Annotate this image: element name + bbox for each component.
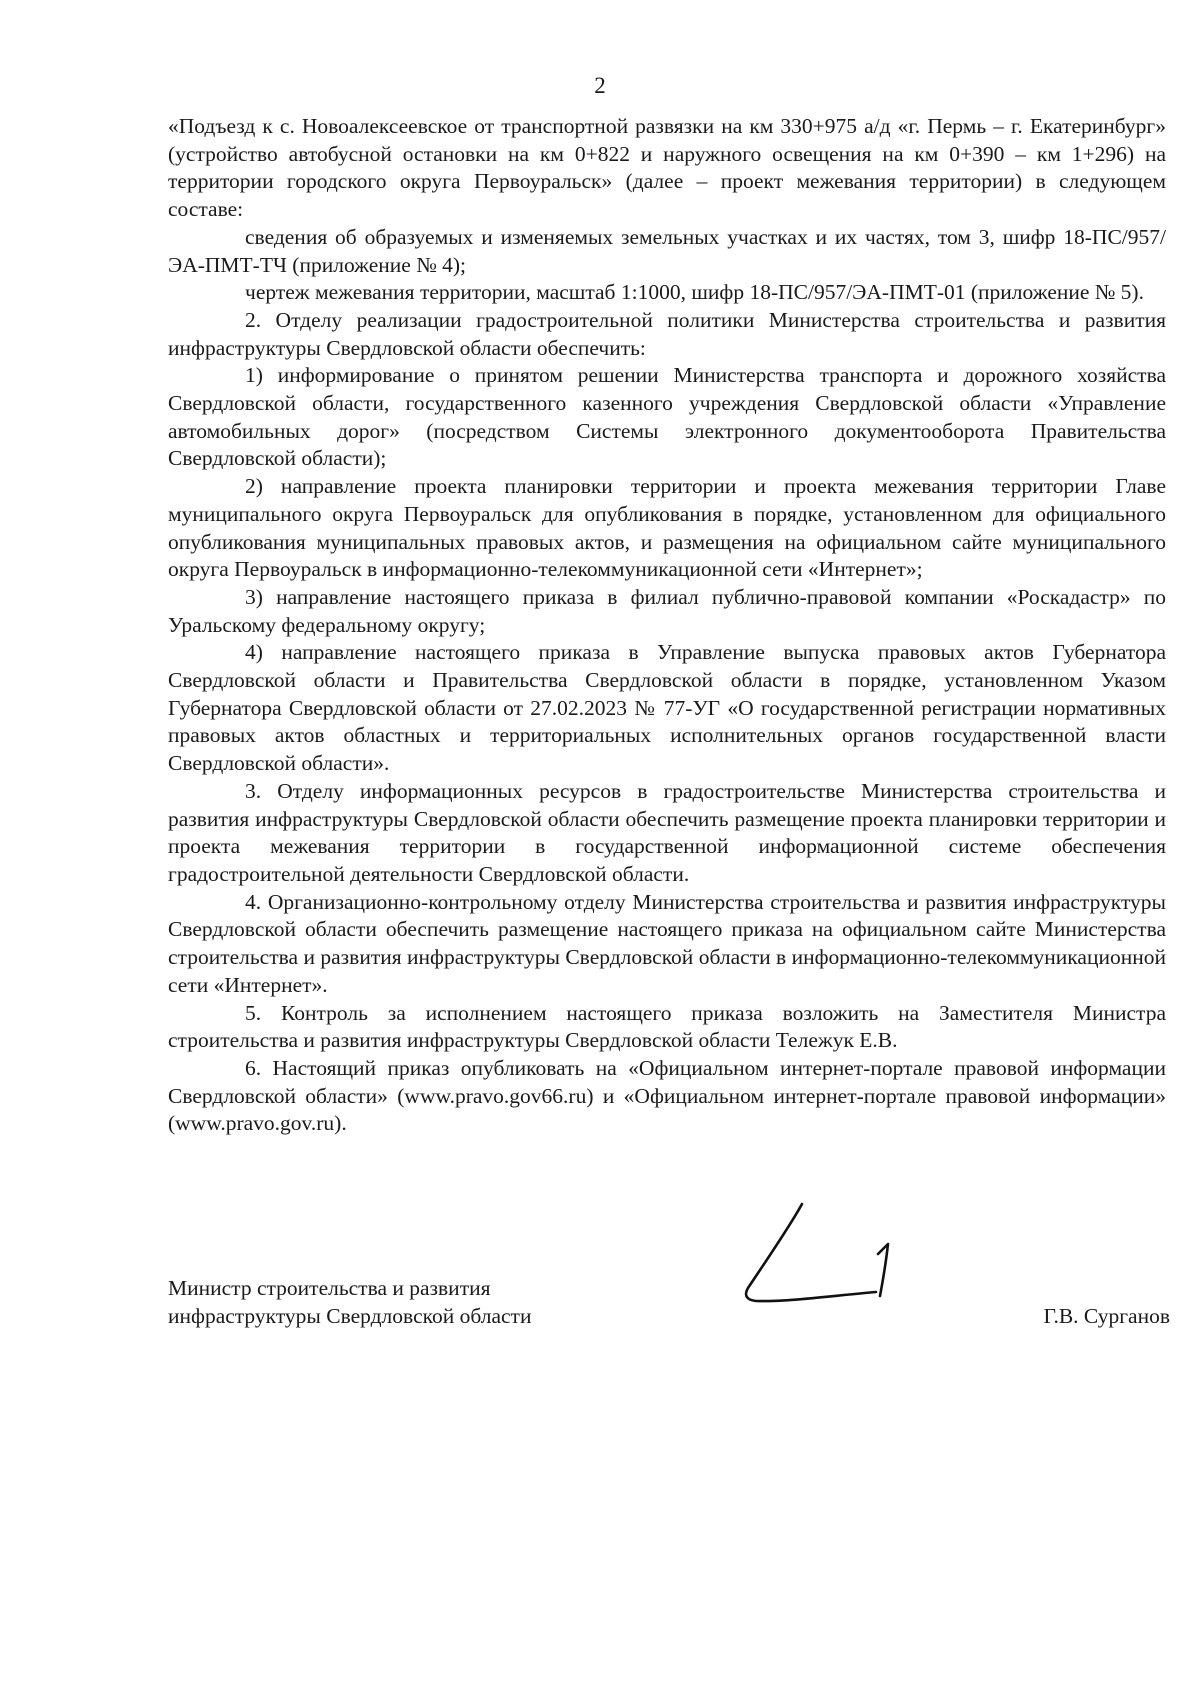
paragraph-appendix-5: чертеж межевания территории, масштаб 1:1000, шифр 18-ПС/957/ЭА-ПМТ-01 (приложение № 5). xyxy=(245,280,1144,305)
document-body xyxy=(168,113,1166,1138)
signature-block xyxy=(168,1274,1168,1334)
paragraph-item-6: 6. Настоящий приказ опубликовать на «Официальном интернет-портале правовой информации Свердловской области» (www.pravo.gov66.ru) и «Официальном интернет-портале правовой информации» (www.pravo.gov.ru). xyxy=(168,1055,1166,1136)
page-number: 2 xyxy=(594,73,606,98)
paragraph-appendix-4: сведения об образуемых и изменяемых земельных участках и их частях, том 3, шифр 18-ПС/957/ЭА-ПМТ-ТЧ (приложение № 4); xyxy=(168,224,1166,277)
paragraph-item-2: 2. Отделу реализации градостроительной политики Министерства строительства и развития инфраструктуры Свердловской области обеспечить: xyxy=(168,307,1166,360)
paragraph-continuation: «Подъезд к с. Новоалексеевское от транспортной развязки на км 330+975 а/д «г. Пермь – г. Екатеринбург» (устройство автобусной остановки на км 0+822 и наружного освещения на км 0+390 – км 1+296) на территории городского округа Первоуральск» (далее – проект межевания территории) в следующем составе: xyxy=(168,114,1166,222)
paragraph-item-2-2: 2) направление проекта планировки территории и проекта межевания территории Главе муниципального округа Первоуральск для опубликования в порядке, установленном для официального опубликования муниципальных правовых актов, и размещения на официальном сайте муниципального округа Первоуральск в информационно-телекоммуникационной сети «Интернет»; xyxy=(168,474,1166,582)
paragraph-item-4: 4. Организационно-контрольному отделу Министерства строительства и развития инфраструктуры Свердловской области обеспечить размещение настоящего приказа на официальном сайте Министерства строительства и развития инфраструктуры Свердловской области в информационно-телекоммуникационной сети «Интернет». xyxy=(168,889,1166,997)
paragraph-item-2-4: 4) направление настоящего приказа в Управление выпуска правовых актов Губернатора Свердловской области и Правительства Свердловской области в порядке, установленном Указом Губернатора Свердловской области от 27.02.2023 № 77-УГ «О государственной регистрации нормативных правовых актов областных и территориальных исполнительных органов государственной власти Свердловской области». xyxy=(168,640,1166,776)
paragraph-item-3: 3. Отделу информационных ресурсов в градостроительстве Министерства строительства и развития инфраструктуры Свердловской области обеспечить размещение проекта планировки территории и проекта межевания территории в государственной информационной системе обеспечения градостроительной деятельности Свердловской области. xyxy=(168,778,1166,886)
paragraph-item-2-3: 3) направление настоящего приказа в филиал публично-правовой компании «Роскадастр» по Уральскому федеральному округу; xyxy=(168,584,1166,637)
signer-position-line-1: Министр строительства и развития xyxy=(168,1276,491,1300)
signer-position xyxy=(168,1274,531,1330)
signer-name: Г.В. Сурганов xyxy=(1043,1304,1170,1328)
paragraph-item-2-1: 1) информирование о принятом решении Министерства транспорта и дорожного хозяйства Свердловской области, государственного казенного учреждения Свердловской области «Управление автомобильных дорог» (посредством Системы электронного документооборота Правительства Свердловской области); xyxy=(168,363,1166,471)
paragraph-item-5: 5. Контроль за исполнением настоящего приказа возложить на Заместителя Министра строительства и развития инфраструктуры Свердловской области Тележук Е.В. xyxy=(168,1000,1166,1053)
signer-position-line-2: инфраструктуры Свердловской области xyxy=(168,1304,532,1328)
